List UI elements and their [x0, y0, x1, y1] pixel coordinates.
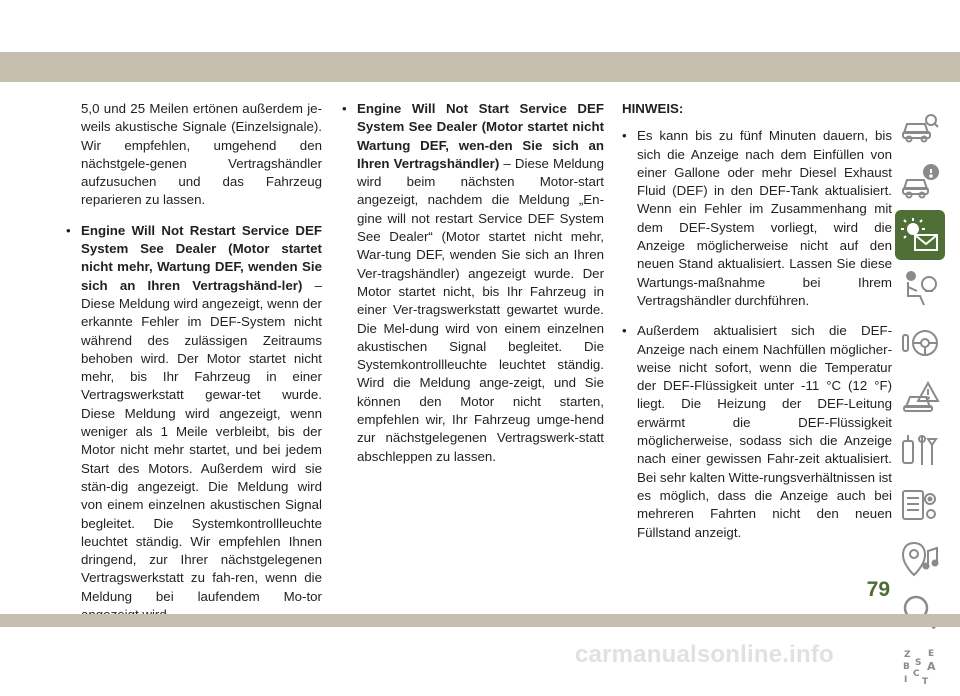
watermark: carmanualsonline.info	[575, 641, 834, 668]
bullet: •	[622, 128, 627, 144]
index-letter: A	[927, 660, 936, 673]
tab-car-info[interactable]	[895, 156, 945, 206]
tab-emergency[interactable]	[895, 372, 945, 422]
note-text: Es kann bis zu fünf Minuten dauern, bis sich die Anzeige nach dem Einfüllen von einer Gallone oder mehr Diesel Exhaust Fluid (DEF) in den DEF-Tank aktualisiert. Wenn ein Fehler im Zusammenhang mit dem DEF-System vorliegt, wird die Anzeige möglicherweise nicht auf den neuen Stand aktualisiert. Lassen Sie diese Wartungs-maßnahme bei Ihrem Vertragshändler durchführen.	[637, 128, 892, 308]
index-letter: B	[903, 662, 910, 672]
message-title: Engine Will Not Restart Service DEF System See Dealer (Motor startet nicht mehr, Wartung DEF, wenden Sie sich an Ihren Vertragshänd-ler)	[81, 222, 322, 293]
message-title: Engine Will Not Start Service DEF System See Dealer (Motor startet nicht Wartung DEF, wen-den Sie sich an Ihren Vertragshändler)	[357, 101, 604, 171]
bullet: •	[622, 323, 627, 339]
message-description: – Diese Meldung wird angezeigt, wenn der erkannte Fehler im DEF-System nicht während des zulässigen Zeitraums behoben wird. Der Motor startet nicht mehr, bis Ihr Fahrzeug in einer Vertragswerkstatt gewar-tet wurde. Diese Meldung wird angezeigt, wenn weniger als 1 Meile verbleibt, bis der Motor nicht mehr startet, und bei jedem Start des Motors. Außerdem wird sie stän-dig angezeigt. Die Meldung wird von einem einzelnen akustischen Signal begleitet. Die Systemkontrollleuchte leuchtet ständig. Wir empfehlen Ihnen dringend, zur Ihrer nächstgelegenen Vertragswerkstatt zu fah-ren, wenn die Meldung bei laufendem Mo-tor	[81, 277, 322, 604]
tab-car-search[interactable]	[895, 102, 945, 152]
tab-starting-driving[interactable]	[895, 318, 945, 368]
header-band	[0, 52, 960, 82]
emergency-triangle-icon	[900, 377, 940, 417]
note-text: Außerdem aktualisiert sich die DEF-Anzeige nach einem Nachfüllen möglicher-weise nicht sofort, wenn die Temperatur der DEF-Flüssigkeit unter -11 °C (12 °F) liegt. Die Heizung der DEF-Leitung erwärmt die DEF-Flüssigkeit möglicherweise, sodass sich die Anzeige nach einer gewissen Fahr-zeit aktualisiert. Bei sehr kalten Witte-rungsverhältnissen ist es möglich, dass die Anzeige auch bei mehreren Fahrten nicht den neuen Füllstand anzeigt.	[637, 323, 892, 540]
tab-multimedia[interactable]	[895, 534, 945, 584]
page-number: 79	[866, 578, 890, 601]
message-engine-will-not-restart	[66, 222, 322, 625]
column-3	[622, 100, 892, 542]
technical-specs-icon	[900, 485, 940, 525]
alphabetical-index-icon	[900, 647, 940, 687]
column-2	[342, 100, 604, 466]
index-letter: Z	[904, 650, 911, 660]
starting-driving-icon	[900, 323, 940, 363]
note-item	[622, 127, 892, 310]
note-item	[622, 322, 892, 542]
car-info-icon	[900, 161, 940, 201]
intro-paragraph: 5,0 und 25 Meilen ertönen außerdem je-weils akustische Signale (Einzelsignale). Wir empfehlen, umgehend den nächstgele-genen Vertragshändler aufzusuchen und das Fahrzeug reparieren zu lassen.	[81, 101, 322, 208]
column-1	[66, 100, 322, 624]
tab-warning-lights[interactable]	[895, 210, 945, 260]
tab-search[interactable]	[895, 588, 945, 638]
tab-index[interactable]	[895, 642, 945, 692]
index-letter: I	[904, 675, 908, 685]
tab-technical-specs[interactable]	[895, 480, 945, 530]
message-engine-will-not-start	[342, 100, 604, 466]
servicing-tools-icon	[900, 431, 940, 471]
multimedia-icon	[900, 539, 940, 579]
car-search-icon	[900, 107, 940, 147]
airbag-seat-icon	[900, 269, 940, 309]
index-letter: T	[922, 677, 929, 687]
note-heading: HINWEIS:	[622, 101, 684, 116]
footer-band	[0, 614, 960, 627]
tab-safety[interactable]	[895, 264, 945, 314]
bullet: •	[342, 101, 347, 116]
index-letter: E	[928, 649, 935, 659]
warning-light-message-icon	[900, 215, 940, 255]
index-letter: C	[913, 669, 920, 679]
index-letter: S	[915, 658, 922, 668]
message-description: – Diese Meldung wird beim nächsten Motor-start angezeigt, nachdem die Meldung „En-gine will not restart Service DEF System See Dealer“ (Motor startet nicht mehr, War-tung DEF, wenden Sie sich an Ihren Ver-tragshändler) angezeigt wurde. Der Motor startet nicht, bis Ihr Fahrzeug in einer Ver-tragswerkstatt gewartet wurde. Die Mel-dung wird von einem einzelnen akustischen Signal begleitet. Die Systemkontrollleuchte leuchtet ständig. Wird die Meldung ange-zeigt, und Sie können den Motor nicht starten, empfehlen wir, Ihr Fahrzeug umge-hend zur nächstgelegenen Vertragswerk-statt abschleppen zu lassen.	[357, 155, 604, 464]
bullet: •	[66, 222, 71, 238]
chapter-tabs	[895, 102, 945, 696]
search-index-icon	[900, 593, 940, 633]
tab-servicing[interactable]	[895, 426, 945, 476]
